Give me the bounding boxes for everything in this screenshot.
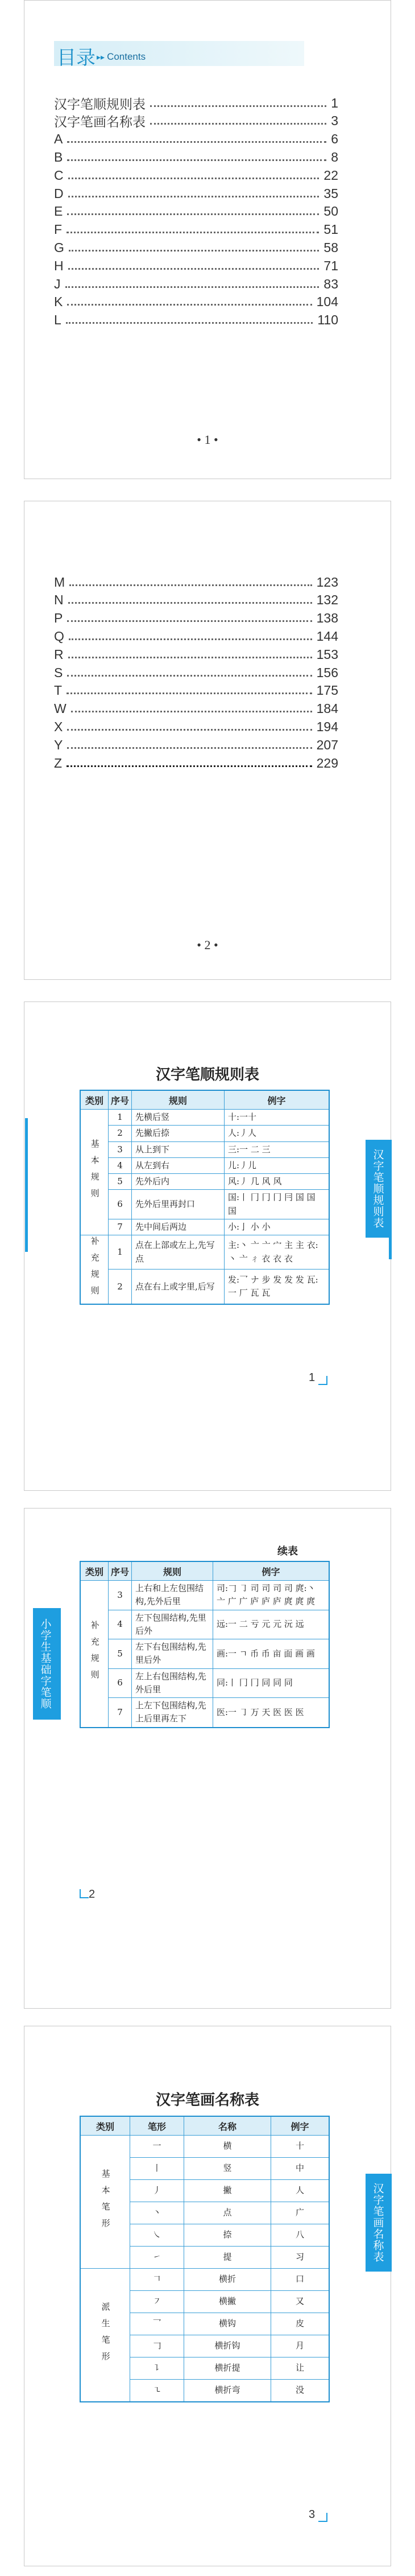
toc-entry[interactable] — [54, 130, 338, 149]
rule-cell: 先外后里再封口 — [132, 1190, 225, 1219]
number-cell: 7 — [109, 1698, 132, 1728]
table-row — [80, 1219, 329, 1235]
example-cell: 十 — [271, 2136, 330, 2158]
toc-entry[interactable] — [54, 112, 338, 130]
toc-entry-label: E — [54, 204, 63, 219]
toc-entry-label: H — [54, 258, 64, 273]
leader-dots — [67, 747, 312, 749]
stroke-name-cell: 撇 — [184, 2180, 271, 2202]
example-cell: 医:一 ㇆ 万 天 医 医 医 — [213, 1698, 330, 1728]
number-cell: 4 — [109, 1157, 132, 1173]
toc-entry-page: 58 — [323, 240, 338, 255]
toc-entry[interactable] — [54, 627, 338, 645]
left-accent-bar — [25, 1118, 28, 1252]
basic-strokes-side-tab[interactable] — [33, 1608, 58, 1720]
side-tab-label-3: 汉字笔画名称表 — [371, 2183, 384, 2262]
rule-cell: 从上到下 — [132, 1141, 225, 1157]
col-header-rule: 规则 — [132, 1090, 225, 1110]
stroke-order-table — [80, 1090, 330, 1305]
stroke-name-cell: 竖 — [184, 2158, 271, 2180]
stroke-shape-cell: 𠃍 — [130, 2269, 184, 2291]
rule-cell: 先中间后两边 — [132, 1219, 225, 1235]
example-cell: 习 — [271, 2247, 330, 2269]
toc-entry-page: 184 — [316, 701, 338, 716]
leader-dots — [67, 232, 319, 233]
toc-entry-page: 156 — [316, 665, 338, 680]
stroke-shape-cell: ㇊ — [130, 2357, 184, 2380]
toc-entry[interactable] — [54, 166, 338, 184]
toc-entry[interactable] — [54, 184, 338, 203]
toc-entry-label: B — [54, 149, 63, 164]
page-number-corner-3: 3 — [309, 2508, 316, 2521]
number-cell: 4 — [109, 1610, 132, 1639]
stroke-shape-cell: ㇀ — [130, 2247, 184, 2269]
stroke-shape-cell: ㇏ — [130, 2224, 184, 2247]
stroke-name-cell: 横撇 — [184, 2291, 271, 2313]
leader-dots — [67, 765, 312, 767]
toc-entry-label: M — [54, 574, 65, 590]
toc-entry[interactable] — [54, 736, 338, 754]
example-cell: 没 — [271, 2380, 330, 2402]
table-row — [80, 1110, 329, 1126]
col-header-category: 类别 — [80, 1561, 109, 1581]
col-header-number: 序号 — [109, 1090, 132, 1110]
toc-entry-label: D — [54, 186, 64, 201]
category-cell — [80, 1110, 109, 1235]
rule-cell: 左下包围结构,先里后外 — [132, 1610, 213, 1639]
table-row — [80, 1270, 329, 1304]
toc-title: 目录 — [57, 47, 96, 69]
category-cell — [80, 2269, 130, 2402]
toc-entry-label: P — [54, 611, 63, 626]
toc-entry[interactable] — [54, 754, 338, 772]
example-cell: 国:丨 冂 冂 冂 冃 国 国 国 — [225, 1190, 330, 1219]
leader-dots — [71, 711, 312, 712]
toc-entry-page: 138 — [316, 611, 338, 626]
toc-entry[interactable] — [54, 94, 338, 112]
toc-entry[interactable] — [54, 148, 338, 166]
stroke-name-cell: 提 — [184, 2247, 271, 2269]
toc-entry-label: N — [54, 592, 64, 608]
example-cell: 让 — [271, 2357, 330, 2380]
right-accent-bar — [389, 1140, 392, 1259]
table-row — [80, 2269, 329, 2291]
stroke-order-cont-table — [80, 1561, 330, 1728]
leader-dots — [69, 584, 312, 586]
example-cell: 发:乛 ナ 步 发 发 发 瓦:一 厂 瓦 瓦 — [225, 1270, 330, 1304]
toc-entry-page: 153 — [316, 646, 338, 662]
toc-entry-page: 22 — [323, 167, 338, 183]
stroke-name-cell: 横折提 — [184, 2357, 271, 2380]
col-header-number: 序号 — [109, 1561, 132, 1581]
category-cell — [80, 1581, 109, 1728]
toc-entry-label: A — [54, 131, 63, 147]
number-cell: 3 — [109, 1141, 132, 1157]
rule-cell: 左下右包围结构,先里后外 — [132, 1639, 213, 1669]
number-cell: 7 — [109, 1219, 132, 1235]
leader-dots — [67, 729, 312, 731]
number-cell: 2 — [109, 1126, 132, 1141]
toc-entry[interactable] — [54, 682, 338, 700]
toc-entry-page: 3 — [331, 113, 338, 129]
stroke-name-cell: 点 — [184, 2202, 271, 2224]
toc-entry[interactable] — [54, 718, 338, 736]
category-label: 基本规则 — [89, 1139, 100, 1205]
category-label: 补充规则 — [89, 1237, 100, 1303]
leader-dots — [67, 620, 312, 622]
toc-entry[interactable] — [54, 238, 338, 257]
toc-entry[interactable] — [54, 203, 338, 221]
page-number-2: • 2 • — [197, 938, 218, 952]
rule-cell: 点在右上或字里,后写 — [132, 1270, 225, 1304]
toc-entry[interactable] — [54, 257, 338, 275]
toc-entry[interactable] — [54, 645, 338, 663]
toc-entry-label: W — [54, 701, 67, 716]
left-accent-bar-2 — [58, 1608, 61, 1720]
example-cell: 又 — [271, 2291, 330, 2313]
stroke-order-side-tab[interactable] — [366, 1140, 391, 1238]
toc-entry[interactable] — [54, 663, 338, 682]
number-cell: 1 — [109, 1235, 132, 1270]
example-cell: 主:丶 亠 亠 宀 主 主 衣:丶 亠 ㄔ 衣 衣 衣 — [225, 1235, 330, 1270]
example-cell: 皮 — [271, 2313, 330, 2335]
stroke-shape-cell: 丿 — [130, 2180, 184, 2202]
toc-entry[interactable] — [54, 221, 338, 239]
table-row — [80, 1581, 329, 1610]
leader-dots — [67, 213, 319, 215]
toc-entry-page: 144 — [316, 628, 338, 644]
corner-mark-3 — [318, 2513, 327, 2522]
leader-dots — [69, 250, 319, 252]
toc-entry-page: 1 — [331, 95, 338, 110]
example-cell: 广 — [271, 2202, 330, 2224]
corner-mark — [318, 1376, 327, 1385]
number-cell: 2 — [109, 1270, 132, 1304]
leader-dots — [150, 123, 326, 125]
stroke-shape-cell: 丨 — [130, 2158, 184, 2180]
number-cell: 3 — [109, 1581, 132, 1610]
leader-dots — [67, 693, 312, 694]
example-cell: 风:丿 几 风 风 — [225, 1174, 330, 1190]
toc-entry-page: 71 — [323, 258, 338, 273]
example-cell: 人:丿人 — [225, 1126, 330, 1141]
toc-entry-label: X — [54, 719, 63, 734]
toc-entry[interactable] — [54, 700, 338, 718]
toc-entry[interactable] — [54, 609, 338, 628]
col-header-category: 类别 — [80, 1090, 109, 1110]
example-cell: 司:𠃌 ㇆ 司 司 司 司 庹:丶 亠 广 广 庐 庐 庐 庹 庹 庹 — [213, 1581, 330, 1610]
stroke-name-cell: 横折钩 — [184, 2335, 271, 2357]
example-cell: 八 — [271, 2224, 330, 2247]
stroke-names-table — [80, 2116, 330, 2402]
page-number-corner-2: 2 — [89, 1888, 96, 1901]
table-row — [80, 1190, 329, 1219]
toc-entry-label: C — [54, 167, 64, 183]
toc-entry-label: F — [54, 222, 63, 237]
category-label: 基本笔形 — [100, 2169, 111, 2235]
page-number-corner-1: 1 — [309, 1371, 316, 1384]
leader-dots — [67, 675, 312, 677]
leader-dots — [69, 638, 312, 640]
toc-entry[interactable] — [54, 293, 338, 311]
toc-entry-label: T — [54, 683, 63, 698]
example-cell: 人 — [271, 2180, 330, 2202]
toc-entry-page: 8 — [331, 149, 338, 164]
leader-dots — [68, 602, 312, 604]
rule-cell: 点在上部或左上,先写点 — [132, 1235, 225, 1270]
stroke-shape-cell: ㇇ — [130, 2291, 184, 2313]
toc-entry-page: 229 — [316, 755, 338, 770]
example-cell: 十:一十 — [225, 1110, 330, 1126]
stroke-shape-cell: 𠃌 — [130, 2335, 184, 2357]
leader-dots — [68, 657, 312, 658]
example-cell: 同:丨 冂 冂 同 同 同 — [213, 1668, 330, 1698]
table-row — [80, 1141, 329, 1157]
stroke-name-cell: 横折弯 — [184, 2380, 271, 2402]
toc-entry-label: Q — [54, 628, 64, 644]
table-row — [80, 1610, 329, 1639]
table-row — [80, 1174, 329, 1190]
stroke-shape-cell: ㇍ — [130, 2380, 184, 2402]
leader-dots — [67, 141, 326, 143]
right-accent-bar-3 — [389, 2174, 392, 2272]
toc-entry-page: 104 — [316, 294, 338, 310]
stroke-shape-cell: 丶 — [130, 2202, 184, 2224]
leader-dots — [65, 286, 319, 288]
category-cell — [80, 1235, 109, 1305]
number-cell: 5 — [109, 1639, 132, 1669]
stroke-name-cell: 横 — [184, 2136, 271, 2158]
stroke-names-title: 汉字笔画名称表 — [155, 2092, 259, 2109]
toc-entry-page: 110 — [317, 312, 338, 328]
col-header-example: 例字 — [271, 2116, 330, 2136]
example-cell: 三:一 二 三 — [225, 1141, 330, 1157]
example-cell: 画:一 ㄱ 币 币 亩 面 画 画 — [213, 1639, 330, 1669]
example-cell: 儿:丿儿 — [225, 1157, 330, 1173]
toc-entry-page: 83 — [323, 276, 338, 291]
number-cell: 6 — [109, 1668, 132, 1698]
leader-dots — [67, 159, 326, 161]
rule-cell: 先横后竖 — [132, 1110, 225, 1126]
toc-entry[interactable] — [54, 573, 338, 591]
table-row — [80, 1698, 329, 1728]
col-header-example: 例字 — [213, 1561, 330, 1581]
table-row — [80, 1126, 329, 1141]
toc-entry-page: 207 — [316, 737, 338, 752]
corner-mark-2 — [80, 1889, 89, 1898]
number-cell: 6 — [109, 1190, 132, 1219]
toc-subtitle — [97, 51, 146, 63]
example-cell: 中 — [271, 2158, 330, 2180]
leader-dots — [67, 304, 312, 306]
example-cell: 远:一 二 亏 元 元 沅 远 — [213, 1610, 330, 1639]
toc-entry-page: 194 — [316, 719, 338, 734]
leader-dots — [68, 178, 319, 179]
stroke-shape-cell: 一 — [130, 2136, 184, 2158]
stroke-name-cell: 横折 — [184, 2269, 271, 2291]
category-label: 补充规则 — [89, 1621, 100, 1687]
toc-entry[interactable] — [54, 311, 338, 329]
toc-entry-label: 汉字笔顺规则表 — [54, 96, 146, 112]
table-row — [80, 2136, 329, 2158]
col-header-example: 例字 — [225, 1090, 330, 1110]
rule-cell: 上右和上左包围结构,先外后里 — [132, 1581, 213, 1610]
category-cell — [80, 2136, 130, 2269]
side-tab-label: 汉字笔顺规则表 — [371, 1149, 384, 1229]
example-cell: 口 — [271, 2269, 330, 2291]
toc-entry-label: Z — [54, 755, 63, 770]
stroke-order-title: 汉字笔顺规则表 — [155, 1066, 259, 1083]
col-header-category: 类别 — [80, 2116, 130, 2136]
rule-cell: 上左下包围结构,先上后里再左下 — [132, 1698, 213, 1728]
toc-entry-page: 51 — [323, 222, 338, 237]
double-arrow-icon: ▸▸ — [97, 52, 105, 61]
example-cell: 月 — [271, 2335, 330, 2357]
toc-entry-page: 123 — [316, 574, 338, 590]
toc-entry-label: S — [54, 665, 63, 680]
col-header-rule: 规则 — [132, 1561, 213, 1581]
table-row — [80, 1639, 329, 1669]
stroke-name-cell: 捺 — [184, 2224, 271, 2247]
toc-subtitle-text: Contents — [107, 51, 146, 62]
toc-entry-page: 132 — [316, 592, 338, 608]
toc-entry[interactable] — [54, 275, 338, 293]
stroke-name-cell: 横钩 — [184, 2313, 271, 2335]
col-header-name: 名称 — [184, 2116, 271, 2136]
rule-cell: 左上右包围结构,先外后里 — [132, 1668, 213, 1698]
leader-dots — [68, 196, 319, 197]
toc-entry[interactable] — [54, 591, 338, 609]
stroke-shape-cell: 乛 — [130, 2313, 184, 2335]
toc-entry-page: 175 — [316, 683, 338, 698]
number-cell: 1 — [109, 1110, 132, 1126]
toc-entry-label: Y — [54, 737, 63, 752]
rule-cell: 从左到右 — [132, 1157, 225, 1173]
toc-entry-label: G — [54, 240, 64, 255]
number-cell: 5 — [109, 1174, 132, 1190]
stroke-names-side-tab[interactable] — [366, 2174, 391, 2272]
side-tab-label-2: 小学生基础字笔顺 — [39, 1618, 52, 1709]
leader-dots — [150, 105, 326, 107]
table-row — [80, 1157, 329, 1173]
col-header-shape: 笔形 — [130, 2116, 184, 2136]
toc-entry-page: 35 — [323, 186, 338, 201]
page-number-1: • 1 • — [197, 432, 218, 447]
toc-entry-label: J — [54, 276, 61, 291]
rule-cell: 先外后内 — [132, 1174, 225, 1190]
toc-entry-label: R — [54, 646, 64, 662]
toc-entry-page: 50 — [323, 204, 338, 219]
example-cell: 小:亅 小 小 — [225, 1219, 330, 1235]
leader-dots — [66, 322, 313, 324]
toc-entry-label: K — [54, 294, 63, 310]
toc-entry-label: L — [54, 312, 61, 328]
toc-entry-page: 6 — [331, 131, 338, 147]
table-row — [80, 1235, 329, 1270]
rule-cell: 先撇后捺 — [132, 1126, 225, 1141]
category-label: 派生笔形 — [100, 2302, 111, 2368]
table-row — [80, 1668, 329, 1698]
continued-label: 续表 — [277, 1545, 298, 1557]
toc-entry-label: 汉字笔画名称表 — [54, 114, 146, 130]
leader-dots — [68, 268, 319, 270]
